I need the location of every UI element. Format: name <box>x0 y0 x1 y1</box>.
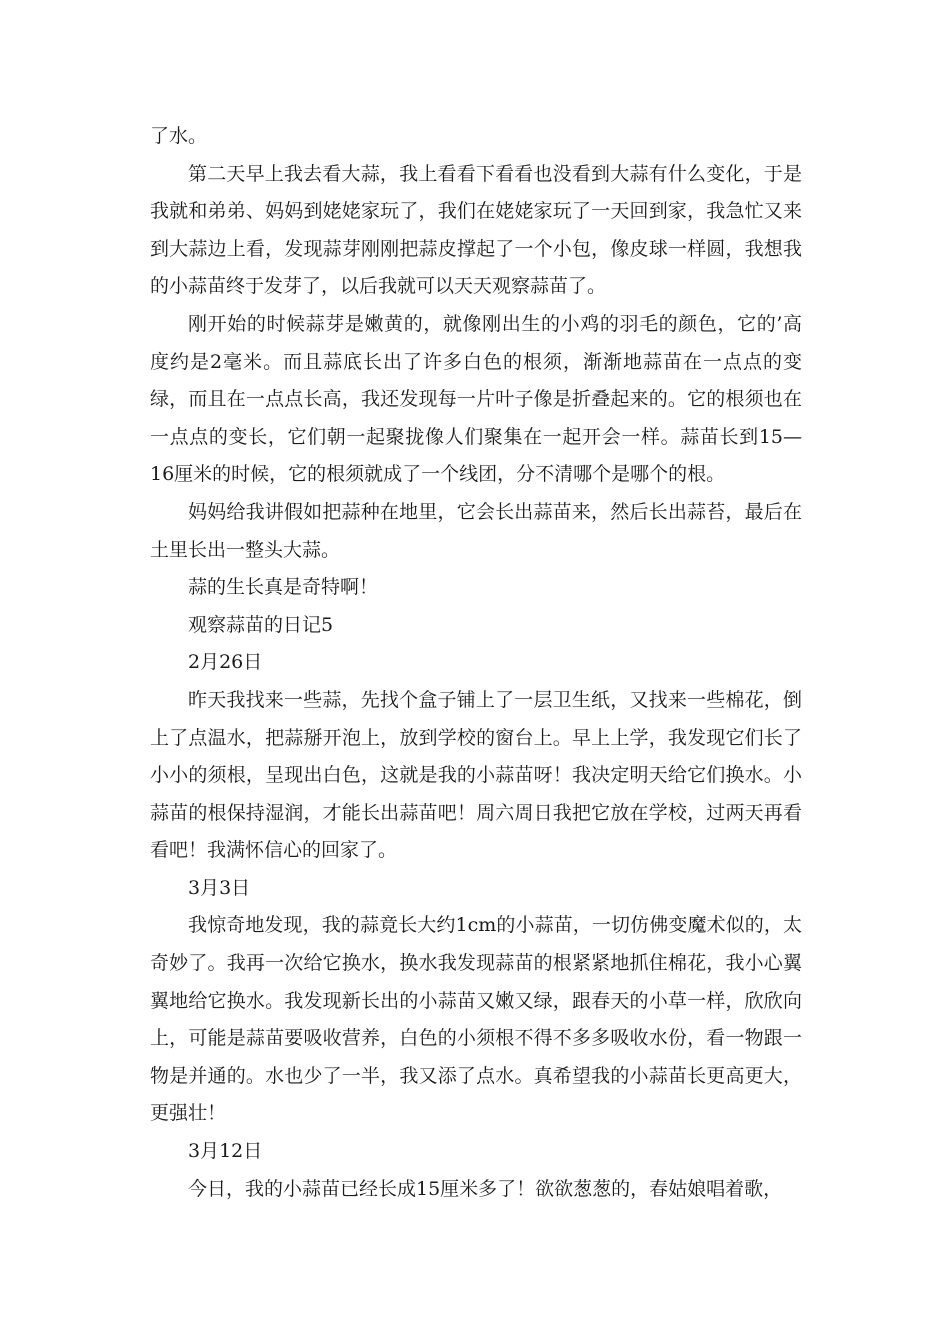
section-title: 观察蒜苗的日记5 <box>188 613 334 636</box>
diary-date: 2月26日 <box>188 651 263 674</box>
paragraph: 我惊奇地发现，我的蒜竟长大约1cm的小蒜苗，一切仿佛变魔术似的，太奇妙了。我再一次给它换水，换水我发现蒜苗的根紧紧地抓住棉花，我小心翼翼地给它换水。我发现新长出的小蒜苗又嫩又绿，跟春天的小草一样，欣欣向上，可能是蒜苗要吸收营养，白色的小须根不得不多多吸收水份，看一物跟一物是并通的。水也少了一半，我又添了点水。真希望我的小蒜苗长更高更大，更强壮！ <box>150 914 802 1125</box>
paragraph: 蒜的生长真是奇特啊！ <box>188 576 379 599</box>
document-body <box>150 118 802 1208</box>
paragraph: 刚开始的时候蒜芽是嫩黄的，就像刚出生的小鸡的羽毛的颜色，它的’高度约是2毫米。而且蒜底长出了许多白色的根须，渐渐地蒜苗在一点点的变绿，而且在一点点长高，我还发现每一片叶子像是折叠起来的。它的根须也在一点点的变长，它们朝一起聚拢像人们聚集在一起开会一样。蒜苗长到15—16厘米的时候，它的根须就成了一个线团，分不清哪个是哪个的根。 <box>150 312 802 486</box>
paragraph-continuation: 了水。 <box>150 125 208 147</box>
paragraph: 第二天早上我去看大蒜，我上看看下看看也没看到大蒜有什么变化，于是我就和弟弟、妈妈到姥姥家玩了，我们在姥姥家玩了一天回到家，我急忙又来到大蒜边上看，发现蒜芽刚刚把蒜皮撑起了一个小包，像皮球一样圆，我想我的小蒜苗终于发芽了，以后我就可以天天观察蒜苗了。 <box>150 162 802 298</box>
diary-date: 3月3日 <box>188 876 251 899</box>
paragraph: 今日，我的小蒜苗已经长成15厘米多了！欲欲葱葱的，春姑娘唱着歌， <box>188 1177 783 1200</box>
paragraph: 昨天我找来一些蒜，先找个盒子铺上了一层卫生纸，又找来一些棉花，倒上了点温水，把蒜掰开泡上，放到学校的窗台上。早上上学，我发现它们长了小小的须根，呈现出白色，这就是我的小蒜苗呀！我决定明天给它们换水。小蒜苗的根保持湿润，才能长出蒜苗吧！周六周日我把它放在学校，过两天再看看吧！我满怀信心的回家了。 <box>150 688 802 862</box>
paragraph: 妈妈给我讲假如把蒜种在地里，它会长出蒜苗来，然后长出蒜苔，最后在土里长出一整头大蒜。 <box>150 500 802 561</box>
diary-date: 3月12日 <box>188 1140 263 1163</box>
